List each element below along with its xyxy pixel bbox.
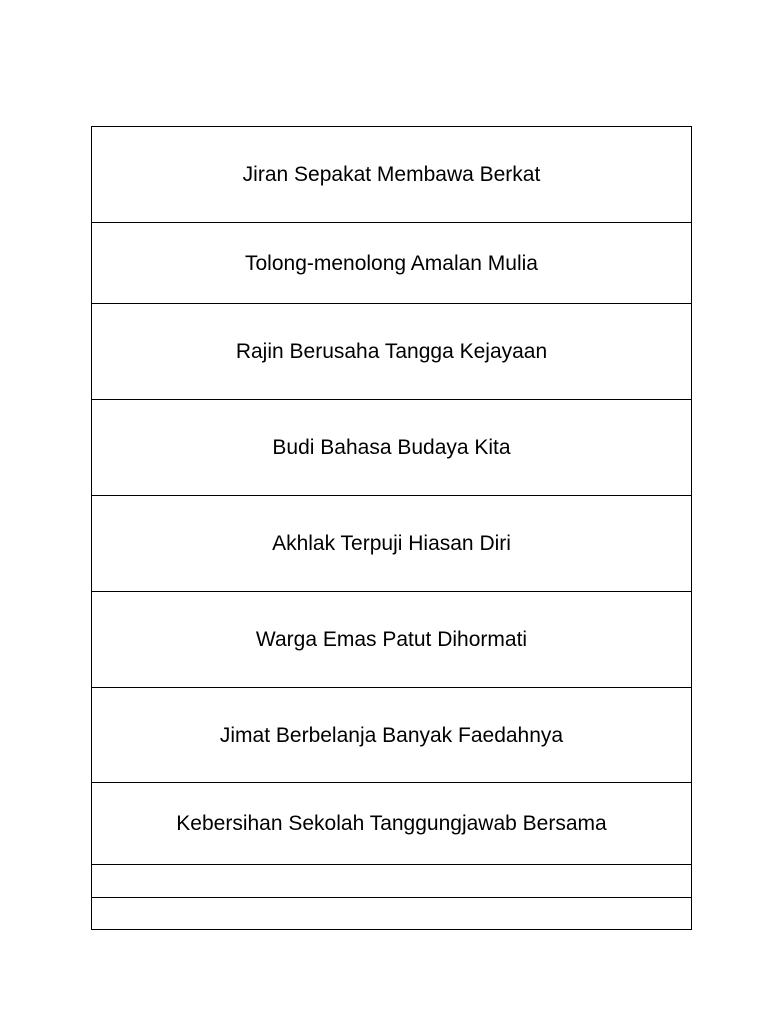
empty-cell [92,865,692,898]
table-row [92,898,692,930]
motto-cell: Warga Emas Patut Dihormati [92,592,692,688]
motto-cell: Jiran Sepakat Membawa Berkat [92,127,692,223]
table-row [92,783,692,865]
table-row [92,865,692,898]
table-row [92,496,692,592]
motto-table [91,126,692,930]
motto-cell: Kebersihan Sekolah Tanggungjawab Bersama [92,783,692,865]
empty-cell [92,898,692,930]
table-row [92,688,692,783]
motto-cell: Budi Bahasa Budaya Kita [92,400,692,496]
motto-cell: Tolong-menolong Amalan Mulia [92,223,692,304]
motto-cell: Jimat Berbelanja Banyak Faedahnya [92,688,692,783]
table-row [92,592,692,688]
motto-cell: Rajin Berusaha Tangga Kejayaan [92,304,692,400]
table-row [92,223,692,304]
table-row [92,127,692,223]
table-row [92,400,692,496]
table-row [92,304,692,400]
motto-cell: Akhlak Terpuji Hiasan Diri [92,496,692,592]
